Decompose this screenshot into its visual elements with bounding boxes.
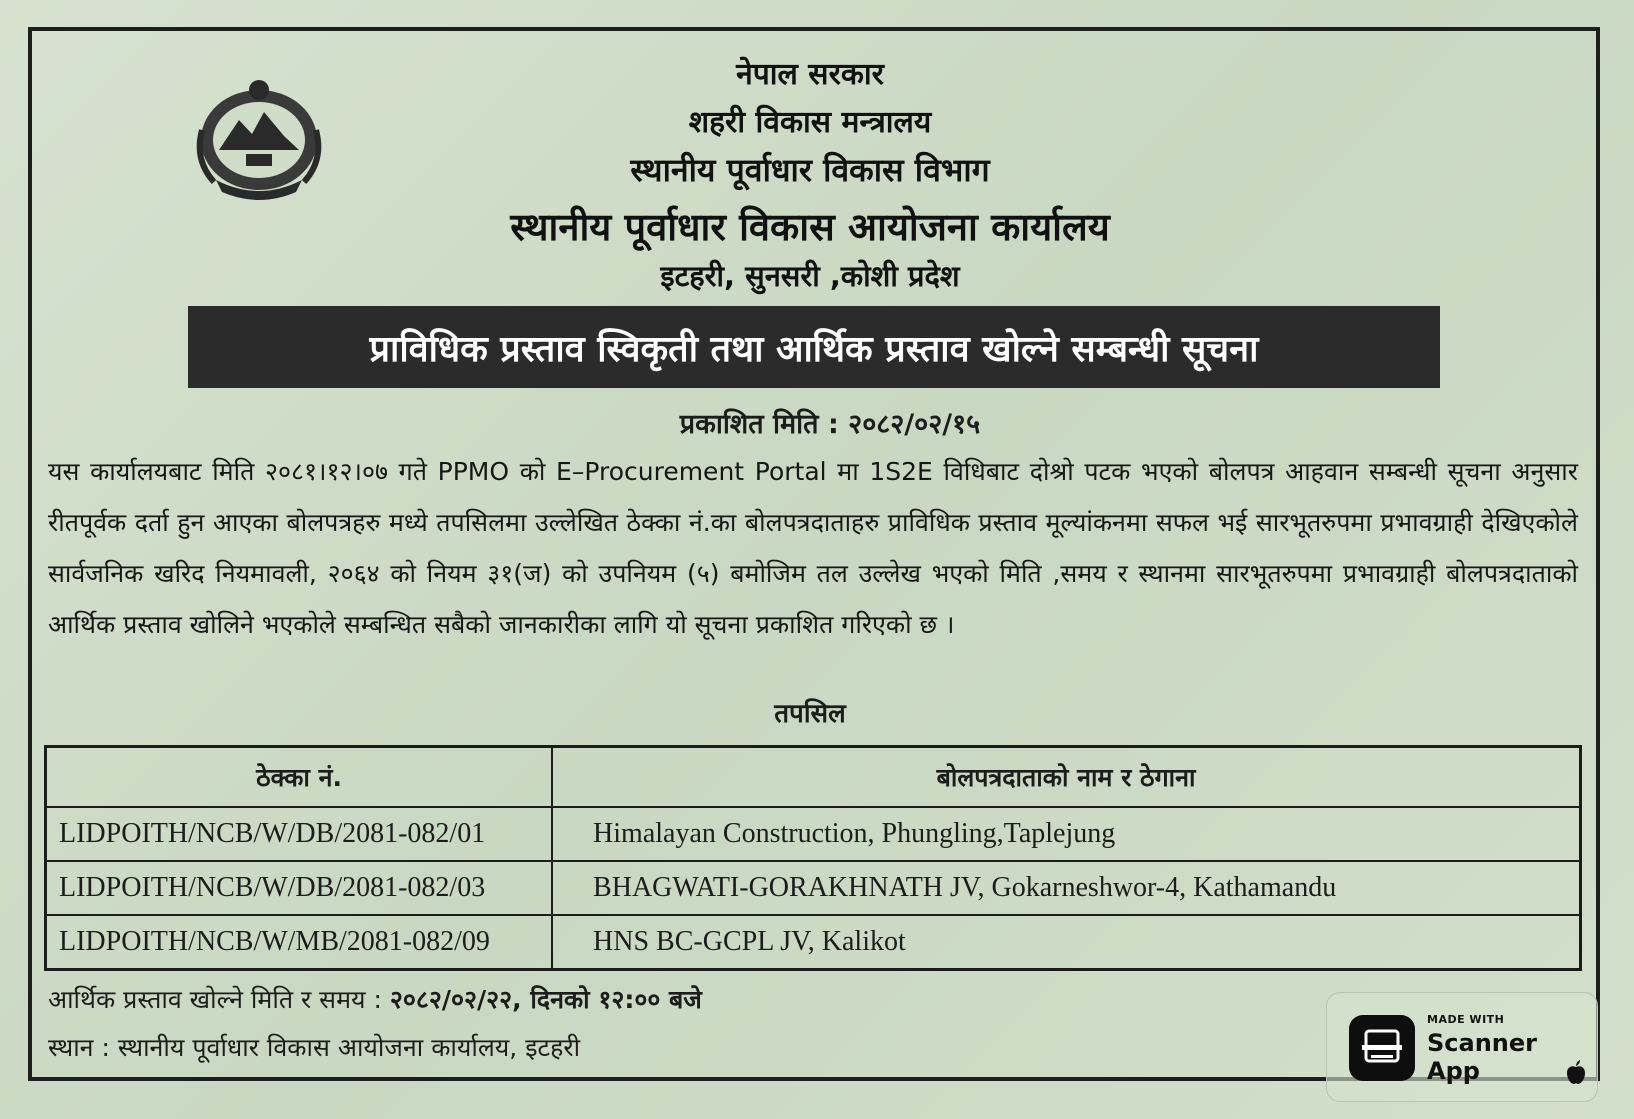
- contract-table: [44, 745, 1582, 971]
- table-header-row: [46, 747, 1581, 808]
- made-with-label: MADE WITH: [1427, 1013, 1505, 1026]
- opening-label: आर्थिक प्रस्ताव खोल्ने मिति र समय :: [48, 985, 382, 1014]
- office-name: स्थानीय पूर्वाधार विकास आयोजना कार्यालय: [510, 205, 1110, 249]
- published-date: प्रकाशित मिति : २०८२/०२/१५: [679, 409, 981, 440]
- column-header-bidder: बोलपत्रदाताको नाम र ठेगाना: [552, 747, 1580, 808]
- opening-location: स्थान : स्थानीय पूर्वाधार विकास आयोजना कार्यालय, इटहरी: [48, 1033, 581, 1062]
- contract-number-cell: LIDPOITH/NCB/W/DB/2081-082/01: [46, 807, 553, 861]
- scanner-app-name-line1: Scanner: [1427, 1029, 1537, 1057]
- government-name: नेपाल सरकार: [736, 57, 884, 92]
- contract-number-cell: LIDPOITH/NCB/W/MB/2081-082/09: [46, 915, 553, 970]
- opening-value: २०८२/०२/२२, दिनको १२:०० बजे: [389, 985, 702, 1014]
- table-row: [46, 861, 1581, 915]
- bidder-cell: BHAGWATI-GORAKHNATH JV, Gokarneshwor-4, Kathamandu: [552, 861, 1580, 915]
- scanner-app-icon: [1349, 1015, 1415, 1081]
- scanner-app-watermark: [1326, 992, 1598, 1102]
- scanner-app-name-line2: App: [1427, 1057, 1480, 1085]
- schedule-heading: तपसिल: [774, 699, 846, 729]
- ministry-name: शहरी विकास मन्त्रालय: [688, 105, 932, 140]
- table-row: [46, 807, 1581, 861]
- bidder-cell: HNS BC-GCPL JV, Kalikot: [552, 915, 1580, 970]
- scanner-app-name: [1427, 1029, 1537, 1085]
- office-address: इटहरी, सुनसरी ,कोशी प्रदेश: [660, 259, 960, 293]
- opening-datetime: [48, 982, 702, 1016]
- notice-title-banner: प्राविधिक प्रस्ताव स्विकृती तथा आर्थिक प्रस्ताव खोल्ने सम्बन्धी सूचना: [188, 306, 1440, 388]
- contract-number-cell: LIDPOITH/NCB/W/DB/2081-082/03: [46, 861, 553, 915]
- table-row: [46, 915, 1581, 970]
- apple-icon: [1565, 1059, 1587, 1085]
- notice-body: यस कार्यालयबाट मिति २०८१।१२।०७ गते PPMO को E–Procurement Portal मा 1S2E विधिबाट दोश्रो पटक भएको बोलपत्र आहवान सम्बन्धी सूचना अनुसार रीतपूर्वक दर्ता हुन आएका बोलपत्रहरु मध्ये तपसिलमा उल्लेखित ठेक्का नं.का बोलपत्रदाताहरु प्राविधिक प्रस्ताव मूल्यांकनमा सफल भई सारभूतरुपमा प्रभावग्राही देखिएकोले सार्वजनिक खरिद नियमावली, २०६४ को नियम ३१(ज) को उपनियम (५) बमोजिम तल उल्लेख भएको मिति ,समय र स्थानमा सारभूतरुपमा प्रभावग्राही बोलपत्रदाताको आर्थिक प्रस्ताव खोलिने भएकोले सम्बन्धित सबैको जानकारीका लागि यो सूचना प्रकाशित गरिएको छ ।: [48, 457, 1578, 639]
- nepal-emblem-icon: [184, 70, 334, 205]
- bidder-cell: Himalayan Construction, Phungling,Taplejung: [552, 807, 1580, 861]
- column-header-contract-no: ठेक्का नं.: [46, 747, 553, 808]
- department-name: स्थानीय पूर्वाधार विकास विभाग: [630, 151, 990, 189]
